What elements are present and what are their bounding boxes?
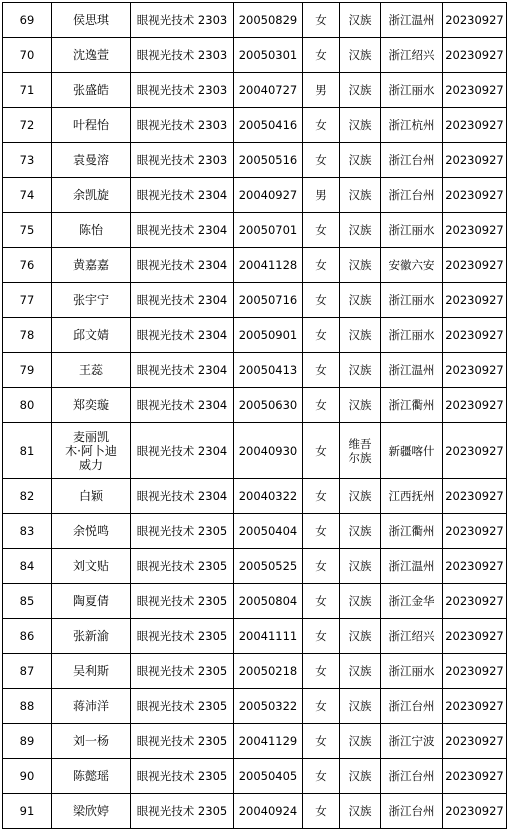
gender-cell: 女 — [303, 38, 340, 73]
student-name-cell: 叶程怡 — [52, 108, 131, 143]
class-cell: 眼视光技术 2304 — [131, 248, 234, 283]
student-name-cell-line: 威力 — [78, 457, 103, 472]
enrollment-date-cell: 20230927 — [443, 108, 507, 143]
student-name-cell: 黄嘉嘉 — [52, 248, 131, 283]
ethnicity-cell: 汉族 — [340, 759, 381, 794]
class-cell: 眼视光技术 2304 — [131, 213, 234, 248]
table-row — [3, 584, 507, 619]
row-number-cell: 79 — [3, 353, 52, 388]
enrollment-date-cell: 20230927 — [443, 248, 507, 283]
birth-date-cell: 20040924 — [234, 794, 303, 829]
table-row — [3, 689, 507, 724]
table-row — [3, 388, 507, 423]
table-row — [3, 213, 507, 248]
origin-cell: 浙江台州 — [381, 794, 443, 829]
table-row — [3, 759, 507, 794]
birth-date-cell: 20050630 — [234, 388, 303, 423]
birth-date-cell: 20050804 — [234, 584, 303, 619]
ethnicity-cell: 汉族 — [340, 318, 381, 353]
enrollment-date-cell: 20230927 — [443, 423, 507, 479]
gender-cell: 女 — [303, 143, 340, 178]
enrollment-date-cell: 20230927 — [443, 724, 507, 759]
enrollment-date-cell: 20230927 — [443, 143, 507, 178]
table-row — [3, 38, 507, 73]
class-cell: 眼视光技术 2303 — [131, 3, 234, 38]
origin-cell: 浙江丽水 — [381, 654, 443, 689]
ethnicity-cell: 汉族 — [340, 689, 381, 724]
birth-date-cell: 20050901 — [234, 318, 303, 353]
birth-date-cell: 20050301 — [234, 38, 303, 73]
origin-cell: 浙江丽水 — [381, 318, 443, 353]
table-row — [3, 318, 507, 353]
birth-date-cell: 20040930 — [234, 423, 303, 479]
origin-cell: 浙江台州 — [381, 759, 443, 794]
student-name-cell: 白颖 — [52, 479, 131, 514]
origin-cell: 浙江丽水 — [381, 73, 443, 108]
class-cell: 眼视光技术 2304 — [131, 423, 234, 479]
enrollment-date-cell: 20230927 — [443, 178, 507, 213]
row-number-cell: 74 — [3, 178, 52, 213]
class-cell: 眼视光技术 2305 — [131, 584, 234, 619]
table-row — [3, 619, 507, 654]
birth-date-cell: 20050413 — [234, 353, 303, 388]
ethnicity-cell: 汉族 — [340, 619, 381, 654]
row-number-cell: 85 — [3, 584, 52, 619]
ethnicity-cell: 汉族 — [340, 514, 381, 549]
ethnicity-cell: 汉族 — [340, 794, 381, 829]
origin-cell: 浙江衢州 — [381, 388, 443, 423]
origin-cell: 浙江杭州 — [381, 108, 443, 143]
class-cell: 眼视光技术 2304 — [131, 479, 234, 514]
ethnicity-cell-line: 尔族 — [348, 450, 372, 465]
gender-cell: 男 — [303, 178, 340, 213]
class-cell: 眼视光技术 2305 — [131, 619, 234, 654]
student-name-cell: 沈逸萱 — [52, 38, 131, 73]
gender-cell: 女 — [303, 248, 340, 283]
ethnicity-cell: 汉族 — [340, 73, 381, 108]
table-row — [3, 353, 507, 388]
row-number-cell: 72 — [3, 108, 52, 143]
gender-cell: 女 — [303, 724, 340, 759]
row-number-cell: 83 — [3, 514, 52, 549]
student-name-cell: 陈懿瑶 — [52, 759, 131, 794]
origin-cell: 浙江台州 — [381, 689, 443, 724]
class-cell: 眼视光技术 2304 — [131, 318, 234, 353]
row-number-cell: 69 — [3, 3, 52, 38]
birth-date-cell: 20041129 — [234, 724, 303, 759]
origin-cell: 浙江绍兴 — [381, 38, 443, 73]
class-cell: 眼视光技术 2305 — [131, 759, 234, 794]
class-cell: 眼视光技术 2305 — [131, 794, 234, 829]
row-number-cell: 84 — [3, 549, 52, 584]
enrollment-date-cell: 20230927 — [443, 549, 507, 584]
ethnicity-cell: 汉族 — [340, 178, 381, 213]
gender-cell: 女 — [303, 388, 340, 423]
birth-date-cell: 20040322 — [234, 479, 303, 514]
birth-date-cell: 20050322 — [234, 689, 303, 724]
student-name-cell: 邱文婧 — [52, 318, 131, 353]
class-cell: 眼视光技术 2304 — [131, 283, 234, 318]
origin-cell: 浙江温州 — [381, 549, 443, 584]
student-name-cell-line: 麦丽凯 — [72, 429, 109, 444]
row-number-cell: 80 — [3, 388, 52, 423]
table-row — [3, 73, 507, 108]
birth-date-cell: 20041128 — [234, 248, 303, 283]
origin-cell: 浙江金华 — [381, 584, 443, 619]
gender-cell: 女 — [303, 3, 340, 38]
class-cell: 眼视光技术 2304 — [131, 178, 234, 213]
birth-date-cell: 20041111 — [234, 619, 303, 654]
student-name-cell: 余凯旋 — [52, 178, 131, 213]
student-name-cell: 陶夏倩 — [52, 584, 131, 619]
student-name-cell: 吴利斯 — [52, 654, 131, 689]
origin-cell: 新疆喀什 — [381, 423, 443, 479]
origin-cell: 浙江温州 — [381, 353, 443, 388]
ethnicity-cell: 汉族 — [340, 143, 381, 178]
row-number-cell: 88 — [3, 689, 52, 724]
gender-cell: 女 — [303, 689, 340, 724]
table-row — [3, 248, 507, 283]
origin-cell: 江西抚州 — [381, 479, 443, 514]
table-row — [3, 108, 507, 143]
student-name-cell: 余悦鸣 — [52, 514, 131, 549]
gender-cell: 女 — [303, 549, 340, 584]
ethnicity-cell: 汉族 — [340, 248, 381, 283]
birth-date-cell: 20050516 — [234, 143, 303, 178]
gender-cell: 女 — [303, 479, 340, 514]
row-number-cell: 76 — [3, 248, 52, 283]
table-row — [3, 143, 507, 178]
row-number-cell: 82 — [3, 479, 52, 514]
class-cell: 眼视光技术 2305 — [131, 654, 234, 689]
student-name-cell-line: 木·阿卜迪 — [65, 443, 117, 458]
row-number-cell: 87 — [3, 654, 52, 689]
table-row — [3, 794, 507, 829]
student-name-cell: 袁曼溶 — [52, 143, 131, 178]
table-row — [3, 479, 507, 514]
enrollment-date-cell: 20230927 — [443, 388, 507, 423]
enrollment-date-cell: 20230927 — [443, 759, 507, 794]
gender-cell: 女 — [303, 584, 340, 619]
student-name-cell: 刘一杨 — [52, 724, 131, 759]
ethnicity-cell: 汉族 — [340, 213, 381, 248]
class-cell: 眼视光技术 2305 — [131, 689, 234, 724]
table-row — [3, 549, 507, 584]
ethnicity-cell: 汉族 — [340, 108, 381, 143]
origin-cell: 浙江丽水 — [381, 283, 443, 318]
birth-date-cell: 20050701 — [234, 213, 303, 248]
ethnicity-cell — [340, 423, 381, 479]
row-number-cell: 71 — [3, 73, 52, 108]
ethnicity-cell: 汉族 — [340, 724, 381, 759]
birth-date-cell: 20050716 — [234, 283, 303, 318]
enrollment-date-cell: 20230927 — [443, 3, 507, 38]
gender-cell: 女 — [303, 353, 340, 388]
row-number-cell: 90 — [3, 759, 52, 794]
origin-cell: 安徽六安 — [381, 248, 443, 283]
table-body — [3, 3, 507, 829]
enrollment-date-cell: 20230927 — [443, 353, 507, 388]
gender-cell: 女 — [303, 318, 340, 353]
origin-cell: 浙江衢州 — [381, 514, 443, 549]
enrollment-date-cell: 20230927 — [443, 514, 507, 549]
ethnicity-cell: 汉族 — [340, 353, 381, 388]
ethnicity-cell: 汉族 — [340, 654, 381, 689]
row-number-cell: 81 — [3, 423, 52, 479]
origin-cell: 浙江台州 — [381, 143, 443, 178]
student-name-cell: 张新渝 — [52, 619, 131, 654]
ethnicity-cell: 汉族 — [340, 549, 381, 584]
birth-date-cell: 20040927 — [234, 178, 303, 213]
student-name-cell: 侯思琪 — [52, 3, 131, 38]
birth-date-cell: 20050829 — [234, 3, 303, 38]
gender-cell: 女 — [303, 514, 340, 549]
gender-cell: 女 — [303, 213, 340, 248]
class-cell: 眼视光技术 2305 — [131, 549, 234, 584]
enrollment-date-cell: 20230927 — [443, 318, 507, 353]
student-name-cell: 张盛皓 — [52, 73, 131, 108]
class-cell: 眼视光技术 2303 — [131, 108, 234, 143]
enrollment-date-cell: 20230927 — [443, 619, 507, 654]
gender-cell: 男 — [303, 73, 340, 108]
student-name-cell: 王蕊 — [52, 353, 131, 388]
student-name-cell: 张宇宁 — [52, 283, 131, 318]
gender-cell: 女 — [303, 283, 340, 318]
origin-cell: 浙江宁波 — [381, 724, 443, 759]
class-cell: 眼视光技术 2303 — [131, 38, 234, 73]
table-row — [3, 283, 507, 318]
row-number-cell: 77 — [3, 283, 52, 318]
gender-cell: 女 — [303, 654, 340, 689]
gender-cell: 女 — [303, 794, 340, 829]
row-number-cell: 86 — [3, 619, 52, 654]
student-name-cell: 梁欣婷 — [52, 794, 131, 829]
student-name-cell: 刘文贴 — [52, 549, 131, 584]
class-cell: 眼视光技术 2305 — [131, 724, 234, 759]
enrollment-date-cell: 20230927 — [443, 654, 507, 689]
gender-cell: 女 — [303, 108, 340, 143]
row-number-cell: 70 — [3, 38, 52, 73]
class-cell: 眼视光技术 2305 — [131, 514, 234, 549]
birth-date-cell: 20050404 — [234, 514, 303, 549]
enrollment-date-cell: 20230927 — [443, 689, 507, 724]
row-number-cell: 89 — [3, 724, 52, 759]
gender-cell: 女 — [303, 619, 340, 654]
gender-cell: 女 — [303, 759, 340, 794]
class-cell: 眼视光技术 2304 — [131, 388, 234, 423]
row-number-cell: 75 — [3, 213, 52, 248]
ethnicity-cell: 汉族 — [340, 388, 381, 423]
class-cell: 眼视光技术 2303 — [131, 73, 234, 108]
class-cell: 眼视光技术 2303 — [131, 143, 234, 178]
birth-date-cell: 20040727 — [234, 73, 303, 108]
ethnicity-cell: 汉族 — [340, 38, 381, 73]
table-row — [3, 423, 507, 479]
row-number-cell: 91 — [3, 794, 52, 829]
birth-date-cell: 20050405 — [234, 759, 303, 794]
ethnicity-cell: 汉族 — [340, 283, 381, 318]
table-row — [3, 654, 507, 689]
row-number-cell: 73 — [3, 143, 52, 178]
enrollment-date-cell: 20230927 — [443, 73, 507, 108]
student-name-cell — [52, 423, 131, 479]
student-name-cell: 陈怡 — [52, 213, 131, 248]
ethnicity-cell: 汉族 — [340, 479, 381, 514]
origin-cell: 浙江台州 — [381, 178, 443, 213]
table-row — [3, 724, 507, 759]
birth-date-cell: 20050416 — [234, 108, 303, 143]
student-roster-table — [2, 2, 507, 829]
origin-cell: 浙江温州 — [381, 3, 443, 38]
enrollment-date-cell: 20230927 — [443, 479, 507, 514]
birth-date-cell: 20050218 — [234, 654, 303, 689]
ethnicity-cell-line: 维吾 — [348, 436, 372, 451]
ethnicity-cell: 汉族 — [340, 3, 381, 38]
table-row — [3, 514, 507, 549]
origin-cell: 浙江绍兴 — [381, 619, 443, 654]
gender-cell: 女 — [303, 423, 340, 479]
table-row — [3, 3, 507, 38]
origin-cell: 浙江丽水 — [381, 213, 443, 248]
ethnicity-cell: 汉族 — [340, 584, 381, 619]
enrollment-date-cell: 20230927 — [443, 38, 507, 73]
class-cell: 眼视光技术 2304 — [131, 353, 234, 388]
table-row — [3, 178, 507, 213]
student-name-cell: 蒋沛洋 — [52, 689, 131, 724]
row-number-cell: 78 — [3, 318, 52, 353]
enrollment-date-cell: 20230927 — [443, 283, 507, 318]
enrollment-date-cell: 20230927 — [443, 584, 507, 619]
student-name-cell: 郑奕璇 — [52, 388, 131, 423]
birth-date-cell: 20050525 — [234, 549, 303, 584]
enrollment-date-cell: 20230927 — [443, 213, 507, 248]
enrollment-date-cell: 20230927 — [443, 794, 507, 829]
